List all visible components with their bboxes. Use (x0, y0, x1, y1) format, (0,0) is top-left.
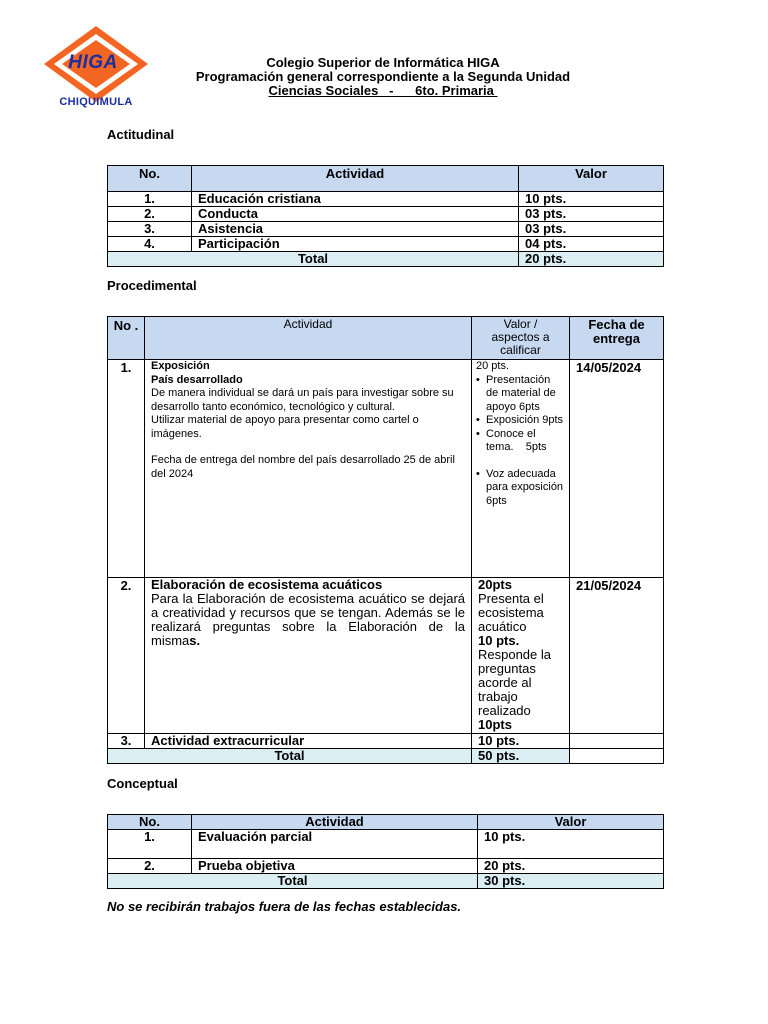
total-value: 30 pts. (478, 874, 664, 889)
row-no: 2. (108, 207, 192, 222)
total-label: Total (108, 252, 519, 267)
row-no: 1. (108, 360, 145, 578)
logo-city: CHIQUIMULA (59, 96, 133, 108)
header-actividad: Actividad (192, 166, 519, 192)
total-value: 20 pts. (519, 252, 664, 267)
row-actividad: Prueba objetiva (192, 859, 478, 874)
row-actividad (145, 578, 472, 734)
row-no: 1. (108, 192, 192, 207)
row-fecha: 21/05/2024 (570, 578, 664, 734)
list-item: • Conoce el tema. 5pts (476, 428, 565, 455)
row-actividad: Conducta (192, 207, 519, 222)
conceptual-table (107, 814, 664, 889)
activity-title: Exposición (151, 360, 210, 372)
list-item: • Presentación de material de apoyo 6pts (476, 374, 565, 415)
logo-name: HIGA (68, 52, 118, 73)
row-no: 2. (108, 859, 192, 874)
row-no: 3. (108, 734, 145, 749)
table-row (108, 237, 664, 252)
row-valor: 03 pts. (519, 222, 664, 237)
aspect-points: 10pts (478, 717, 512, 732)
table-row (108, 830, 664, 859)
row-actividad: Asistencia (192, 222, 519, 237)
row-actividad: Actividad extracurricular (145, 734, 472, 749)
table-row (108, 734, 664, 749)
total-row (108, 749, 664, 764)
aspect-text: Presenta el ecosistema acuático (478, 591, 544, 634)
total-value: 50 pts. (472, 749, 570, 764)
row-no: 1. (108, 830, 192, 859)
list-item: • Voz adecuada para exposición 6pts (476, 468, 565, 509)
table-row (108, 192, 664, 207)
header-no: No. (108, 166, 192, 192)
activity-description: Utilizar material de apoyo para presentar como cartel o imágenes. (151, 414, 419, 440)
table-row (108, 207, 664, 222)
table-header-row (108, 166, 664, 192)
actitudinal-table (107, 165, 664, 267)
header-valor: Valor / aspectos a calificar (472, 317, 570, 360)
header-no: No . (108, 317, 145, 360)
row-no: 2. (108, 578, 145, 734)
table-row (108, 859, 664, 874)
table-row (108, 222, 664, 237)
header-valor: Valor (519, 166, 664, 192)
aspect-text: Responde la preguntas acorde al trabajo realizado (478, 647, 551, 718)
table-header-row (108, 317, 664, 360)
row-valor: 10 pts. (519, 192, 664, 207)
table-header-row (108, 815, 664, 830)
row-valor: 20 pts. (478, 859, 664, 874)
activity-description: Fecha de entrega del nombre del país desarrollado 25 de abril del 2024 (151, 454, 455, 480)
valor-total: 20 pts. (476, 360, 510, 372)
activity-description: Para la Elaboración de ecosistema acuático se dejará a creatividad y recursos que se tengan. Además se le realizará preguntas sobre la Elaboración de la mismas. (151, 591, 465, 648)
header-valor: Valor (478, 815, 664, 830)
section-title-procedimental: Procedimental (107, 278, 197, 293)
valor-total: 20pts (478, 577, 512, 592)
section-title-conceptual: Conceptual (107, 776, 178, 791)
header-actividad: Actividad (192, 815, 478, 830)
row-valor: 10 pts. (472, 734, 570, 749)
row-no: 3. (108, 222, 192, 237)
row-actividad: Participación (192, 237, 519, 252)
row-no: 4. (108, 237, 192, 252)
school-logo (40, 24, 152, 112)
subject-grade: Ciencias Sociales - 6to. Primaria (268, 83, 498, 98)
total-label: Total (108, 749, 472, 764)
row-actividad: Educación cristiana (192, 192, 519, 207)
total-row (108, 252, 664, 267)
header-actividad: Actividad (145, 317, 472, 360)
activity-description: De manera individual se dará un país para investigar sobre su desarrollo tanto económico, tecnológico y cultural. (151, 387, 454, 413)
procedimental-table (107, 316, 664, 764)
row-valor (472, 578, 570, 734)
header-no: No. (108, 815, 192, 830)
total-row (108, 874, 664, 889)
table-row (108, 578, 664, 734)
row-valor (472, 360, 570, 578)
total-label: Total (108, 874, 478, 889)
list-item: • Exposición 9pts (476, 414, 565, 428)
row-actividad: Evaluación parcial (192, 830, 478, 859)
aspect-list (476, 374, 565, 509)
row-valor: 04 pts. (519, 237, 664, 252)
row-fecha: 14/05/2024 (570, 360, 664, 578)
activity-subtitle: País desarrollado (151, 373, 243, 386)
activity-title: Elaboración de ecosistema acuáticos (151, 577, 383, 592)
document-header (150, 56, 616, 98)
footer-note: No se recibirán trabajos fuera de las fechas establecidas. (107, 899, 462, 914)
school-name: Colegio Superior de Informática HIGA (266, 55, 500, 70)
table-row (108, 360, 664, 578)
row-valor: 03 pts. (519, 207, 664, 222)
section-title-actitudinal: Actitudinal (107, 127, 175, 142)
header-fecha: Fecha de entrega (570, 317, 664, 360)
row-fecha (570, 734, 664, 749)
row-valor: 10 pts. (478, 830, 664, 859)
row-actividad (145, 360, 472, 578)
aspect-points: 10 pts. (478, 633, 520, 648)
program-title: Programación general correspondiente a la Segunda Unidad (195, 69, 571, 84)
